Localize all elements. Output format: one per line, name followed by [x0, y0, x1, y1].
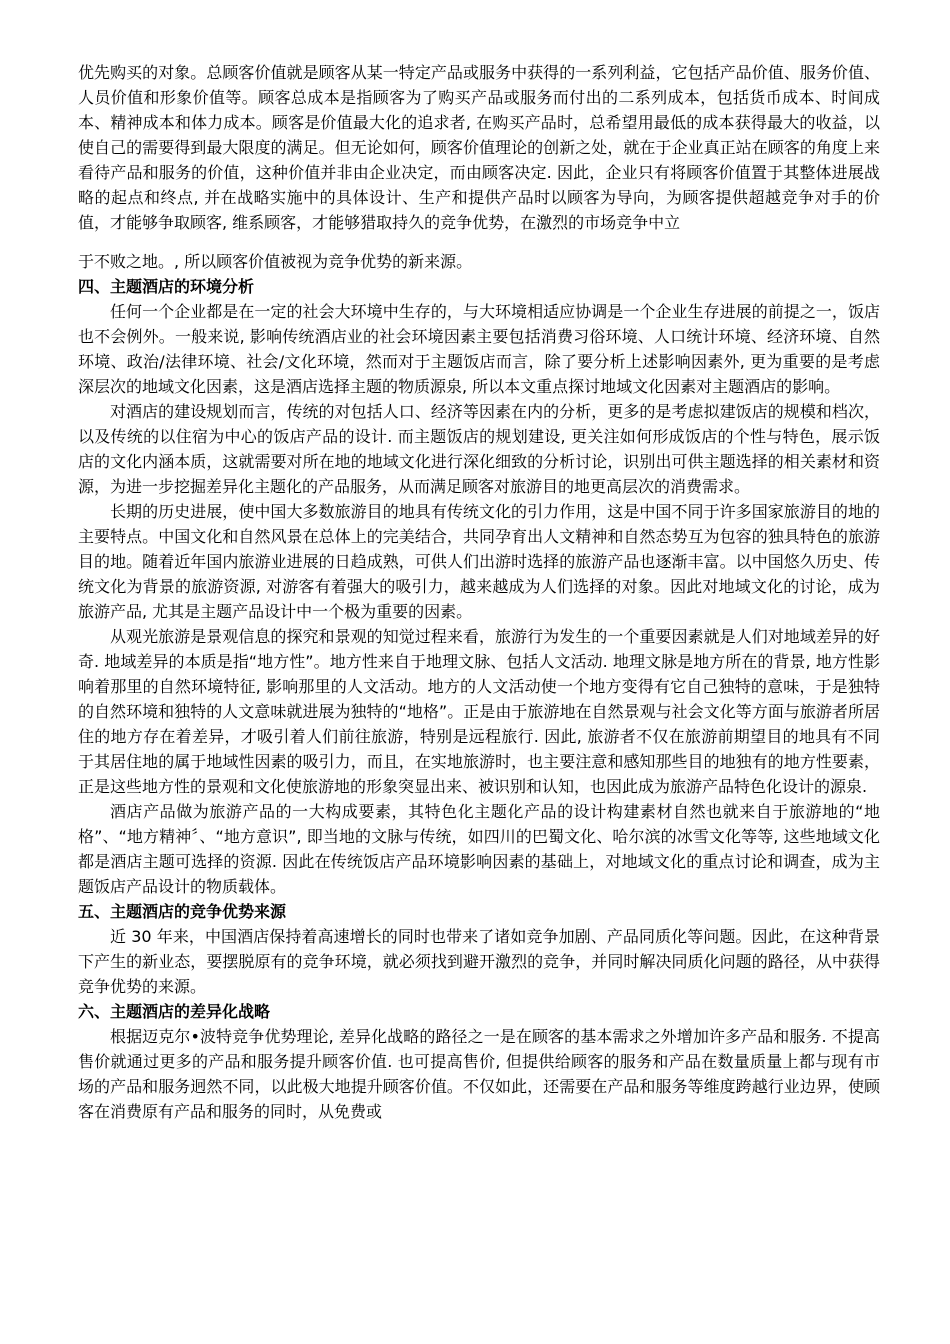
section-heading-6: 六、主题酒店的差异化战略	[78, 1002, 271, 1021]
section-heading-4: 四、主题酒店的环境分析	[78, 277, 255, 296]
paragraph-environment-5: 酒店产品做为旅游产品的一大构成要素，其特色化主题化产品的设计构建素材自然也就来自于旅游地的“地格”、“地方精神〞、“地方意识”, 即当地的文脉与传统，如四川的巴蜀文化、哈尔滨的冰雪文化等等, 这些地域文化都是酒店主题可选择的资源. 因此在传统饭店产品环境影响因素的基础上，对地域文化的重点讨论和调查，成为主题饭店产品设计的物质载体。	[78, 802, 880, 896]
paragraph-environment-4: 从观光旅游是景观信息的探究和景观的知觉过程来看，旅游行为发生的一个重要因素就是人们对地域差异的好奇. 地域差异的本质是指“地方性”。地方性来自于地理文脉、包括人文活动. 地理文脉是地方所在的背景, 地方性影响着那里的自然环境特征, 影响那里的人文活动。地方的人文活动使一个地方变得有它自己独特的意味，于是独特的自然环境和独特的人文意味就进展为独特的“地格”。正是由于旅游地在自然景观与社会文化等方面与旅游者所居住的地方存在着差异，才吸引着人们前往旅游，特别是远程旅行. 因此, 旅游者不仅在旅游前期望目的地具有不同于其居住地的属于地域性因素的吸引力，而且，在实地旅游时，也主要注意和感知那些目的地独有的地方性要素，正是这些地方性的景观和文化使旅游地的形象突显出来、被识别和认知，也因此成为旅游产品特色化设计的源泉.	[78, 627, 880, 796]
paragraph-environment-3: 长期的历史进展，使中国大多数旅游目的地具有传统文化的引力作用，这是中国不同于许多国家旅游目的地的主要特点。中国文化和自然风景在总体上的完美结合，共同孕育出人文精神和自然态势互为包容的独具特色的旅游目的地。随着近年国内旅游业进展的日趋成熟，可供人们出游时选择的旅游产品也逐渐丰富。以中国悠久历史、传统文化为背景的旅游资源, 对游客有着强大的吸引力，越来越成为人们选择的对象。因此对地域文化的讨论，成为旅游产品, 尤其是主题产品设计中一个极为重要的因素。	[78, 502, 880, 621]
section-heading-5: 五、主题酒店的竞争优势来源	[78, 902, 287, 921]
paragraph-competitive-advantage: 近 30 年来，中国酒店保持着高速增长的同时也带来了诸如竞争加剧、产品同质化等问题。因此，在这种背景下产生的新业态，要摆脱原有的竞争环境，就必须找到避开激烈的竞争，并同时解决同质化问题的路径，从中获得竞争优势的来源。	[78, 927, 880, 996]
paragraph-environment-1: 任何一个企业都是在一定的社会大环境中生存的，与大环境相适应协调是一个企业生存进展的前提之一，饭店也不会例外。一般来说, 影响传统酒店业的社会环境因素主要包括消费习俗环境、人口统计环境、经济环境、自然环境、政治/法律环境、社会/文化环境，然而对于主题饭店而言，除了要分析上述影响因素外, 更为重要的是考虑深层次的地域文化因素，这是酒店选择主题的物质源泉, 所以本文重点探讨地域文化因素对主题酒店的影响。	[78, 302, 880, 396]
paragraph-customer-value: 优先购买的对象。总顾客价值就是顾客从某一特定产品或服务中获得的一系列利益，它包括产品价值、服务价值、人员价值和形象价值等。顾客总成本是指顾客为了购买产品或服务而付出的二系列成本，包括货币成本、时间成本、精神成本和体力成本。顾客是价值最大化的追求者, 在购买产品时，总希望用最低的成本获得最大的收益，以使自己的需要得到最大限度的满足。但无论如何，顾客价值理论的创新之处，就在于企业真正站在顾客的角度上来看待产品和服务的价值，这种价值并非由企业决定，而由顾客决定. 因此，企业只有将顾客价值置于其整体进展战略的起点和终点, 并在战略实施中的具体设计、生产和提供产品时以顾客为导向，为顾客提供超越竞争对手的价值，才能够争取顾客, 维系顾客，才能够猎取持久的竞争优势，在激烈的市场竞争中立	[78, 63, 880, 232]
paragraph-customer-value-end: 于不败之地。, 所以顾客价值被视为竞争优势的新来源。	[78, 252, 473, 271]
paragraph-environment-2: 对酒店的建设规划而言，传统的对包括人口、经济等因素在内的分析，更多的是考虑拟建饭店的规模和档次，以及传统的以住宿为中心的饭店产品的设计. 而主题饭店的规划建设, 更关注如何形成饭店的个性与特色，展示饭店的文化内涵本质，这就需要对所在地的地域文化进行深化细致的分析讨论，识别出可供主题选择的相关素材和资源，为进一步挖掘差异化主题化的产品服务，从而满足顾客对旅游目的地更高层次的消费需求。	[78, 402, 880, 496]
paragraph-differentiation: 根据迈克尔•波特竞争优势理论, 差异化战略的路径之一是在顾客的基本需求之外增加许多产品和服务. 不提高售价就通过更多的产品和服务提升顾客价值. 也可提高售价, 但提供给顾客的服务和产品在数量质量上都与现有市场的产品和服务迥然不同，以此极大地提升顾客价值。不仅如此，还需要在产品和服务等维度跨越行业边界，使顾客在消费原有产品和服务的同时，从免费或	[78, 1027, 880, 1121]
